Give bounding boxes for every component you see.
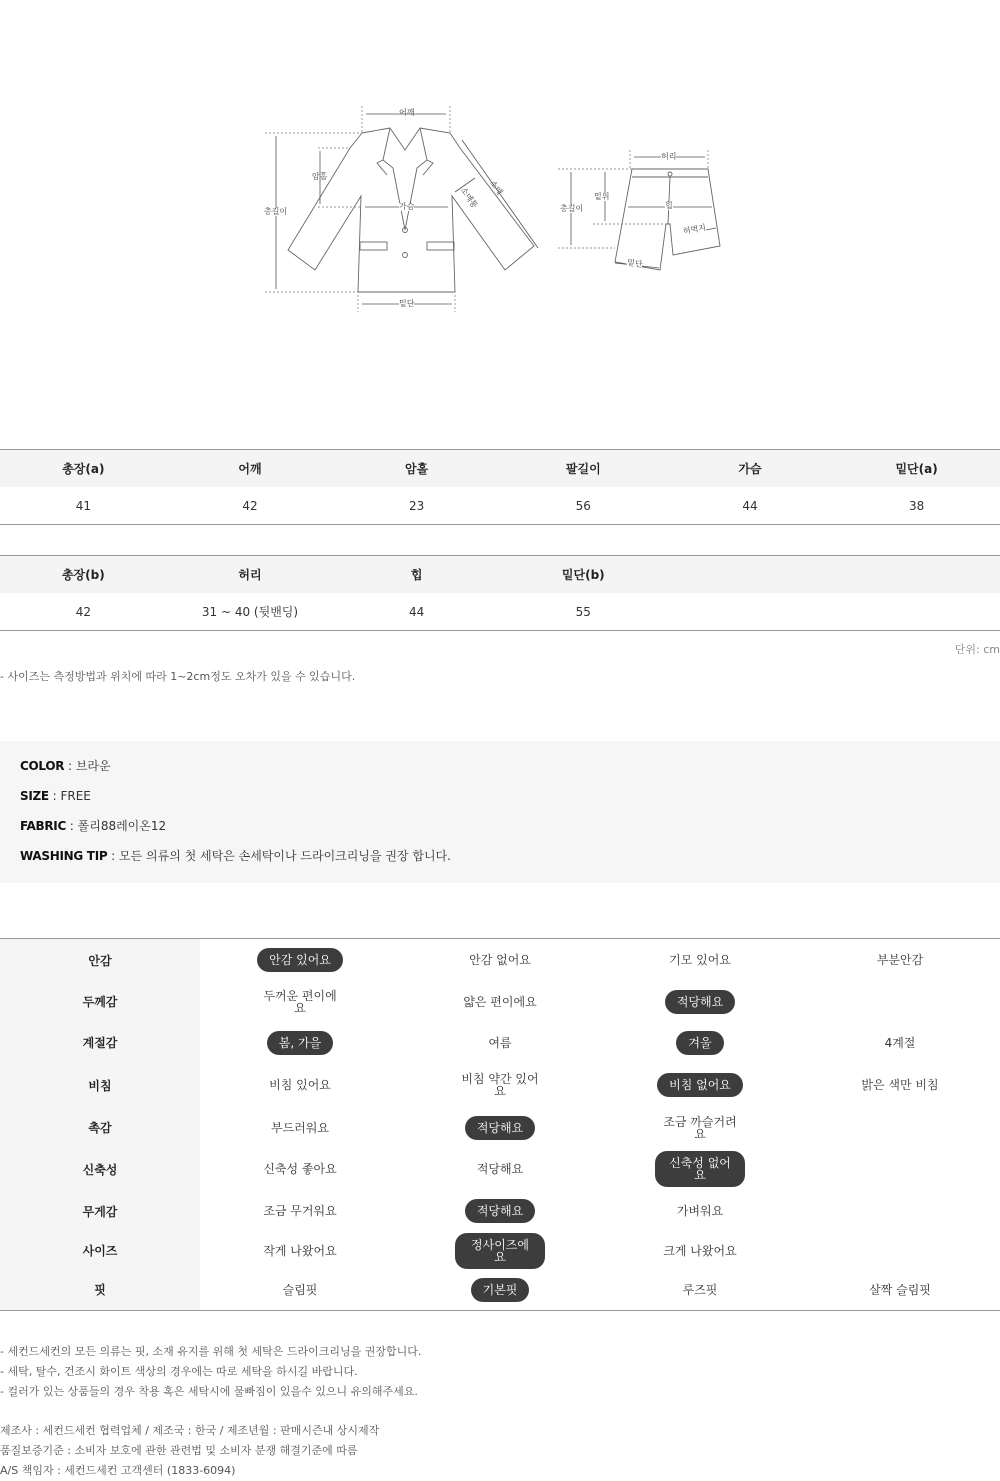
label-hip: 힙	[665, 201, 673, 210]
feature-option-cell	[600, 1151, 800, 1187]
label-waist: 허리	[661, 152, 677, 161]
feature-option: 부드러워요	[271, 1120, 329, 1135]
value-cell: 44	[742, 498, 758, 513]
feature-option: 안감 없어요	[469, 953, 531, 967]
value-cell: 42	[242, 498, 258, 513]
feature-row	[0, 1063, 1000, 1107]
header-cell: 총장(a)	[62, 462, 105, 476]
feature-option: 조금 까슬거려요	[663, 1114, 737, 1141]
feature-option-cell	[200, 1031, 400, 1055]
care-note-line: - 세탁, 탈수, 건조시 화이트 색상의 경우에는 따로 세탁을 하시길 바랍니다.	[0, 1365, 358, 1378]
feature-option-cell	[200, 990, 400, 1014]
feature-label: 촉감	[0, 1107, 200, 1148]
feature-row	[0, 981, 1000, 1022]
care-note-line: - 컬러가 있는 상품들의 경우 착용 혹은 세탁시에 물빠짐이 있을수 있으니 유의해주세요.	[0, 1385, 418, 1398]
feature-option: 슬림핏	[282, 1282, 318, 1297]
feature-option: 비침 약간 있어요	[461, 1072, 539, 1098]
garment-illustration	[0, 0, 1000, 330]
header-cell: 밑단(a)	[895, 462, 938, 476]
feature-option-cell	[600, 1245, 800, 1257]
feature-option-cell	[200, 1122, 400, 1134]
feature-row	[0, 1022, 1000, 1063]
feature-option-cell	[200, 1163, 400, 1175]
label-sleeve-width: 소매통	[458, 185, 480, 210]
feature-option-cell	[200, 1079, 400, 1091]
feature-option: 살짝 슬림핏	[869, 1282, 931, 1297]
value-cell: 56	[575, 498, 591, 513]
feature-option: 여름	[488, 1035, 512, 1050]
feature-label: 신축성	[0, 1148, 200, 1190]
feature-option: 밝은 색만 비침	[861, 1078, 939, 1092]
feature-option-selected: 비침 없어요	[657, 1073, 743, 1097]
jacket-pocket-left	[360, 242, 387, 250]
feature-option: 작게 나왔어요	[263, 1243, 337, 1258]
label-shorts-total-length: 총길이	[560, 204, 584, 213]
feature-option: 얇은 편이에요	[463, 994, 537, 1009]
feature-row	[0, 1107, 1000, 1148]
feature-option-cell	[400, 1073, 600, 1097]
jacket-lapel	[383, 128, 427, 230]
info-washing	[20, 849, 980, 879]
size-table-bottom	[0, 555, 1000, 631]
info-washing-label: WASHING TIP	[20, 849, 108, 863]
label-shoulder: 어깨	[399, 108, 415, 117]
info-fabric-label: FABRIC	[20, 819, 66, 833]
feature-option: 두꺼운 편이에요	[263, 988, 337, 1015]
feature-label: 비침	[0, 1063, 200, 1107]
manufacturer-info	[0, 1421, 379, 1481]
feature-option-cell	[200, 948, 400, 972]
feature-row	[0, 1269, 1000, 1310]
feature-option: 루즈핏	[682, 1282, 718, 1297]
info-washing-value: : 모든 의류의 첫 세탁은 손세탁이나 드라이크리닝을 권장 합니다.	[107, 849, 451, 863]
feature-option: 신축성 좋아요	[263, 1162, 337, 1176]
feature-option-selected: 신축성 없어요	[655, 1151, 745, 1187]
info-fabric	[20, 819, 980, 849]
manufacturer-info-line: 품질보증기준 : 소비자 보호에 관한 관련법 및 소비자 분쟁 해결기준에 따름	[0, 1444, 358, 1457]
feature-option-cell	[400, 1278, 600, 1302]
feature-option-cell	[400, 1163, 600, 1175]
info-color-value: : 브라운	[64, 759, 111, 773]
feature-option-cell	[200, 1245, 400, 1257]
feature-label: 무게감	[0, 1190, 200, 1232]
info-size	[20, 789, 980, 819]
feature-label: 사이즈	[0, 1232, 200, 1269]
manufacturer-info-line: 제조사 : 세컨드세컨 협력업체 / 제조국 : 한국 / 제조년월 : 판매시즌내 상시제작	[0, 1424, 380, 1437]
header-cell: 밑단(b)	[561, 568, 605, 582]
feature-row	[0, 1148, 1000, 1190]
manufacturer-info-line: A/S 책임자 : 세컨드세컨 고객센터 (1833-6094)	[0, 1464, 236, 1477]
feature-label: 두께감	[0, 981, 200, 1022]
feature-option-cell	[600, 990, 800, 1014]
feature-option-selected: 적당해요	[665, 990, 735, 1014]
feature-option-selected: 기본핏	[471, 1278, 530, 1302]
feature-option-cell	[400, 1037, 600, 1049]
feature-option-selected: 정사이즈에요	[455, 1233, 545, 1269]
feature-option-cell	[600, 1284, 800, 1296]
jacket-pocket-right	[427, 242, 454, 250]
care-notes	[0, 1342, 421, 1402]
feature-option-cell	[400, 996, 600, 1008]
header-cell: 암홀	[405, 462, 429, 476]
value-cell: 31 ~ 40 (뒷밴딩)	[201, 605, 299, 619]
measurement-diagram	[0, 0, 1000, 330]
value-cell: 38	[908, 498, 925, 513]
feature-option-selected: 겨울	[676, 1031, 723, 1055]
feature-option-cell	[400, 1233, 600, 1269]
size-table-top	[0, 449, 1000, 525]
info-fabric-value: : 폴리88레이온12	[65, 819, 167, 833]
info-color-label: COLOR	[20, 759, 65, 773]
feature-label: 안감	[0, 939, 200, 981]
feature-option-cell	[600, 1205, 800, 1217]
feature-option: 비침 있어요	[269, 1078, 331, 1092]
feature-grid	[0, 938, 1000, 1311]
feature-option-cell	[800, 954, 1000, 966]
label-jacket-total-length: 총길이	[264, 207, 288, 216]
header-cell: 총장(b)	[61, 568, 105, 582]
size-table-values	[0, 487, 1000, 524]
label-chest: 가슴	[399, 202, 415, 211]
feature-row	[0, 1190, 1000, 1232]
feature-option-cell	[800, 1284, 1000, 1296]
feature-option-cell	[600, 954, 800, 966]
label-thigh: 허벅지	[682, 223, 707, 236]
feature-label: 계절감	[0, 1022, 200, 1063]
label-armhole: 암홀	[312, 172, 328, 181]
product-info	[0, 741, 1000, 883]
feature-option-cell	[600, 1073, 800, 1097]
value-cell: 55	[575, 604, 591, 619]
feature-option-cell	[400, 954, 600, 966]
feature-option: 조금 무거워요	[263, 1204, 337, 1218]
value-cell: 23	[409, 498, 425, 513]
header-cell: 팔길이	[565, 462, 601, 476]
info-size-value: : FREE	[48, 789, 91, 803]
info-size-label: SIZE	[20, 789, 49, 803]
feature-option-cell	[800, 1079, 1000, 1091]
value-cell: 41	[75, 498, 91, 513]
size-table-header	[0, 450, 1000, 487]
shorts-outline	[615, 169, 720, 270]
label-jacket-hem: 밑단	[399, 299, 415, 308]
feature-option-selected: 적당해요	[465, 1116, 535, 1140]
size-note: - 사이즈는 측정방법과 위치에 따라 1~2cm정도 오차가 있을 수 있습니다.	[0, 670, 356, 683]
feature-option-selected: 봄, 가을	[267, 1031, 333, 1055]
feature-option-cell	[600, 1031, 800, 1055]
feature-option-cell	[400, 1199, 600, 1223]
size-table-header	[0, 556, 1000, 593]
feature-row	[0, 939, 1000, 981]
feature-option: 4계절	[884, 1035, 916, 1050]
header-cell: 허리	[238, 568, 262, 582]
info-color	[20, 759, 980, 789]
care-note-line: - 세컨드세컨의 모든 의류는 핏, 소재 유지를 위해 첫 세탁은 드라이크리닝을 권장합니다.	[0, 1345, 422, 1358]
value-cell: 44	[409, 604, 425, 619]
feature-option: 기모 있어요	[669, 953, 731, 967]
feature-option-cell	[600, 1116, 800, 1140]
header-cell: 가슴	[738, 462, 762, 476]
feature-row	[0, 1232, 1000, 1269]
label-sleeve: 소매	[488, 178, 505, 197]
feature-option-cell	[200, 1284, 400, 1296]
feature-option: 적당해요	[476, 1162, 524, 1176]
feature-option-selected: 안감 있어요	[257, 948, 343, 972]
feature-option-cell	[200, 1205, 400, 1217]
feature-option: 가벼워요	[676, 1204, 724, 1218]
label-rise: 밑위	[594, 192, 610, 201]
feature-option-selected: 적당해요	[465, 1199, 535, 1223]
header-cell: 힙	[410, 568, 423, 582]
label-shorts-hem: 밑단	[626, 257, 644, 270]
feature-label: 핏	[0, 1269, 200, 1310]
value-cell: 42	[75, 604, 91, 619]
feature-option-cell	[800, 1037, 1000, 1049]
feature-option: 크게 나왔어요	[663, 1243, 737, 1258]
feature-option-cell	[400, 1116, 600, 1140]
feature-option: 부분안감	[876, 953, 924, 967]
header-cell: 어깨	[238, 462, 262, 476]
size-table-values	[0, 593, 1000, 630]
unit-label: 단위: cm	[954, 643, 1000, 656]
